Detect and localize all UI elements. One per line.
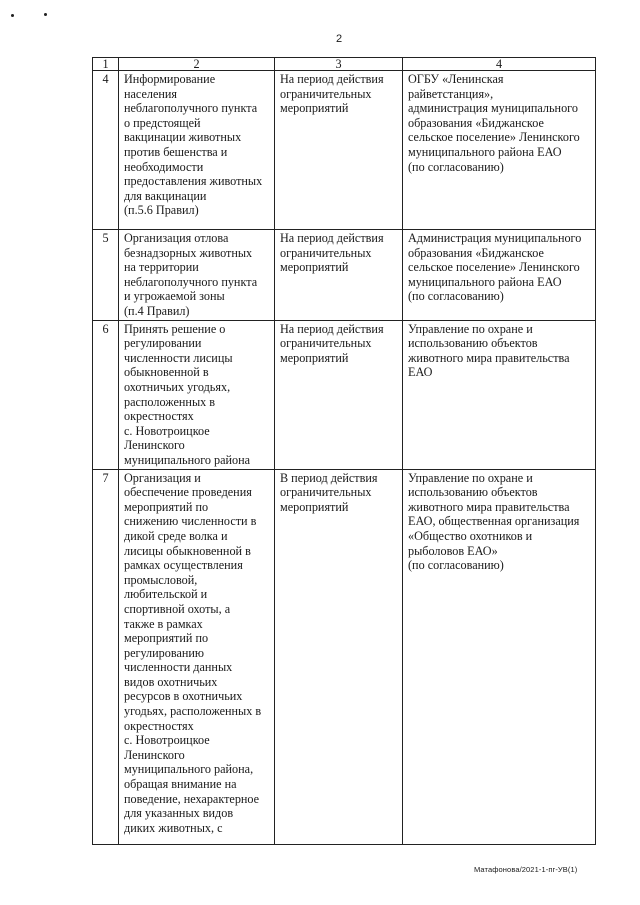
responsible-cell: ОГБУ «Ленинская райветстанция», администрация муниципального образования «Биджанское сельское поселение» Ленинского муниципального района ЕАО (по согласованию) (403, 71, 596, 230)
column-number-1: 1 (93, 58, 119, 71)
row-number: 5 (93, 230, 119, 321)
column-number-4: 4 (403, 58, 596, 71)
table-row (93, 71, 596, 230)
table-row (93, 469, 596, 844)
period-cell: На период действия ограничительных мероприятий (275, 230, 403, 321)
period-cell: В период действия ограничительных мероприятий (275, 469, 403, 844)
event-cell: Принять решение о регулировании численности лисицы обыкновенной в охотничьих угодьях, расположенных в окрестностях с. Новотроицкое Ленинского муниципального района (119, 320, 275, 469)
row-number: 4 (93, 71, 119, 230)
responsible-cell: Управление по охране и использованию объектов животного мира правительства ЕАО, общественная организация «Общество охотников и рыболовов ЕАО» (по согласованию) (403, 469, 596, 844)
responsible-cell: Администрация муниципального образования «Биджанское сельское поселение» Ленинского муниципального района ЕАО (по согласованию) (403, 230, 596, 321)
column-number-3: 3 (275, 58, 403, 71)
row-number: 7 (93, 469, 119, 844)
scan-speck (11, 14, 14, 17)
table-row (93, 230, 596, 321)
scan-speck (44, 13, 47, 16)
period-cell: На период действия ограничительных мероприятий (275, 320, 403, 469)
responsible-cell: Управление по охране и использованию объектов животного мира правительства ЕАО (403, 320, 596, 469)
column-number-2: 2 (119, 58, 275, 71)
period-cell: На период действия ограничительных мероприятий (275, 71, 403, 230)
event-cell: Информирование населения неблагополучного пункта о предстоящей вакцинации животных против бешенства и необходимости предоставления животных для вакцинации (п.5.6 Правил) (119, 71, 275, 230)
event-cell: Организация отлова безнадзорных животных на территории неблагополучного пункта и угрожаемой зоны (п.4 Правил) (119, 230, 275, 321)
table-row (93, 320, 596, 469)
document-code: Матафонова/2021-1-пг-УВ(1) (474, 865, 578, 874)
table-header-row (93, 58, 596, 71)
event-cell: Организация и обеспечение проведения мероприятий по снижению численности в дикой среде волка и лисицы обыкновенной в рамках осуществления промысловой, любительской и спортивной охоты, а также в рамках мероприятий по регулированию численности данных видов охотничьих ресурсов в охотничьих угодьях, расположенных в окрестностях с. Новотроицкое Ленинского муниципального района, обращая внимание на поведение, нехарактерное для указанных видов диких животных, с (119, 469, 275, 844)
row-number: 6 (93, 320, 119, 469)
page-number: 2 (336, 33, 343, 45)
measures-table (92, 57, 596, 845)
